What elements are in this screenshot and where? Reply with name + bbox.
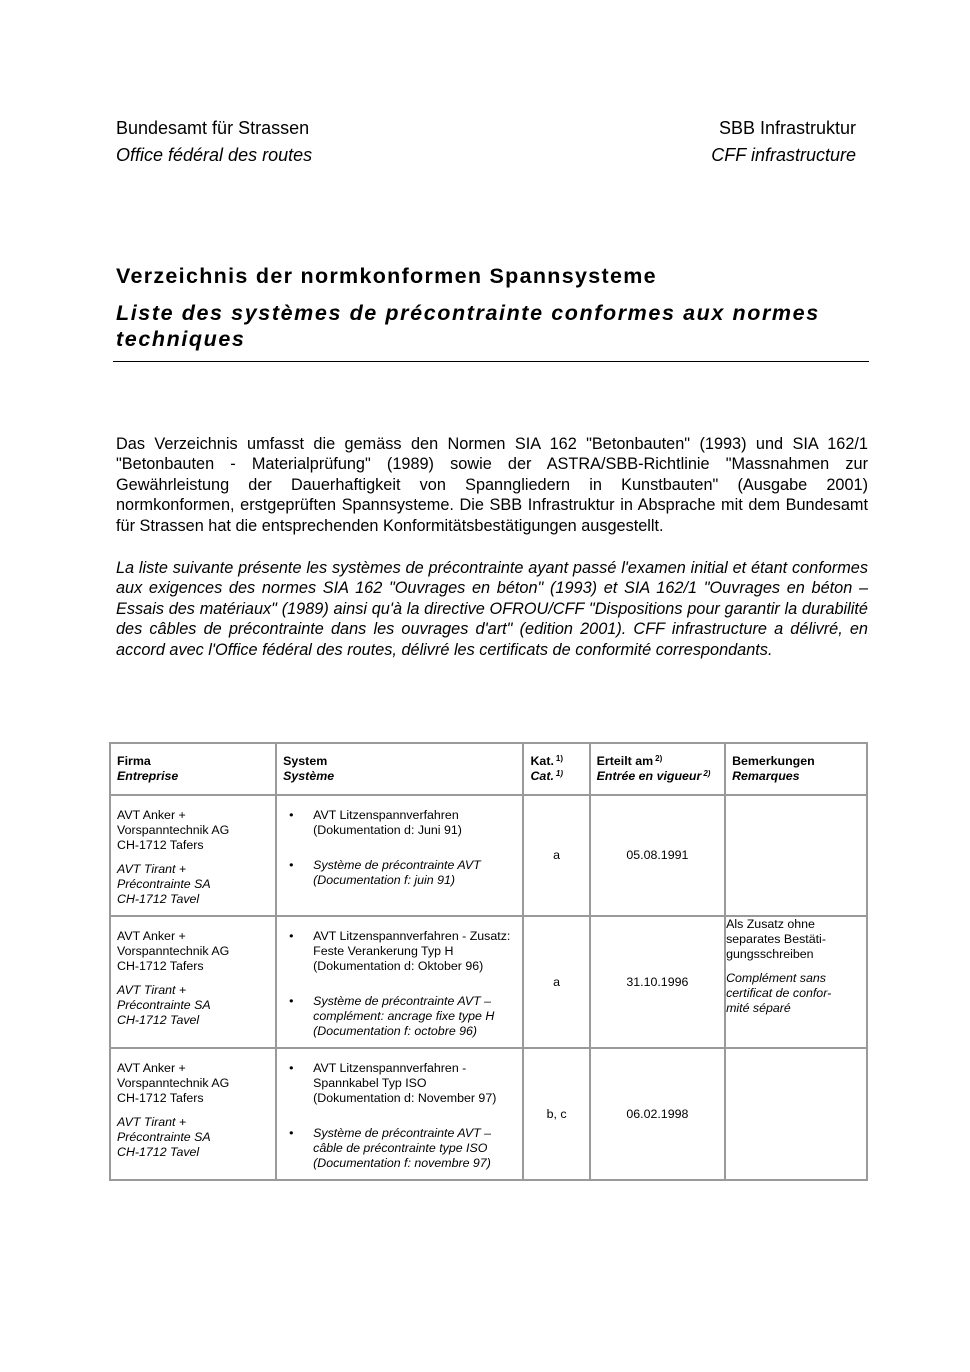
cell-remarks — [725, 1048, 867, 1180]
text-line: Système de précontrainte AVT – — [313, 994, 492, 1008]
header-system: System Système — [276, 743, 523, 795]
intro-paragraph-de: Das Verzeichnis umfasst die gemäss den Normen SIA 162 "Betonbauten" (1993) und SIA 162/1 "Betonbauten - Materialprüfung" (1989) sowie der ASTRA/SBB-Richtlinie "Massnahmen zur Gewährleistung der Dauerhaftigkeit von Spanngliedern in Kunstbauten" (Ausgabe 2001) normkonformen, erstgeprüften Spannsysteme. Die SBB Infrastruktur in Absprache mit dem Bundesamt für Strassen hat die entsprechenden Konformitätsbestätigungen ausgestellt. — [116, 435, 868, 535]
text-line: Feste Verankerung Typ H — [313, 944, 454, 958]
header-erteilt: Erteilt am $^{2)}$ Entrée en vigueur $^{2)}$ — [590, 743, 725, 795]
header-bemerkungen: Bemerkungen Remarques — [725, 743, 867, 795]
header-right — [711, 115, 856, 169]
cell-remarks — [725, 795, 867, 916]
text-line: Complément sans — [726, 971, 826, 985]
text-line: CH-1712 Tafers — [117, 959, 204, 973]
text-line: AVT Litzenspannverfahren — [313, 808, 459, 822]
authority-name-de: Bundesamt für Strassen — [116, 118, 310, 138]
text-line: certificat de confor- — [726, 986, 832, 1000]
header-left — [116, 115, 312, 169]
text-line: complément: ancrage fixe type H — [313, 1009, 495, 1023]
text-line: Système de précontrainte AVT – — [313, 1126, 492, 1140]
spacer — [117, 1106, 269, 1115]
footnote-ref: 2) — [655, 754, 663, 763]
text-line: AVT Anker + — [117, 929, 186, 943]
text-line: AVT Litzenspannverfahren - Zusatz: — [313, 929, 511, 943]
text-line: Système de précontrainte AVT — [313, 858, 481, 872]
cell-firma — [110, 1048, 276, 1180]
firma-text — [111, 917, 275, 1036]
text-line: (Dokumentation d: Juni 91) — [313, 823, 462, 837]
text-line: Als Zusatz ohne — [726, 917, 815, 931]
text-line: (Documentation f: octobre 96) — [313, 1024, 478, 1038]
text-line: CH-1712 Tafers — [117, 838, 204, 852]
cell-kat: a — [523, 795, 589, 916]
text-line: Spannkabel Typ ISO — [313, 1076, 427, 1090]
text-line: AVT Tirant + — [117, 1115, 187, 1129]
bullet-icon: • — [289, 994, 294, 1008]
text-line: gungsschreiben — [726, 947, 814, 961]
list-item — [283, 808, 516, 838]
title-divider — [113, 361, 869, 362]
text-line: Précontrainte SA — [117, 998, 211, 1012]
footnote-ref: 1) — [555, 754, 564, 763]
bullet-icon: • — [289, 858, 294, 872]
text-line: CH-1712 Tavel — [117, 1013, 200, 1027]
authority-name-fr: Office fédéral des routes — [116, 145, 313, 165]
bullet-icon: • — [289, 1061, 294, 1075]
text-line: AVT Litzenspannverfahren - — [313, 1061, 467, 1075]
spacer — [117, 974, 269, 983]
table-header-row — [110, 743, 867, 795]
cell-system — [276, 916, 523, 1048]
text-line: (Dokumentation d: November 97) — [313, 1091, 497, 1105]
text-line: (Dokumentation d: Oktober 96) — [313, 959, 484, 973]
text-line: (Documentation f: novembre 97) — [313, 1156, 491, 1170]
list-item — [283, 1061, 516, 1106]
cell-kat: a — [523, 916, 589, 1048]
firma-text — [111, 1049, 275, 1168]
text-line: AVT Anker + — [117, 808, 186, 822]
title-de: Verzeichnis der normkonformen Spannsysteme — [116, 264, 657, 288]
cell-date: 31.10.1996 — [590, 916, 725, 1048]
cell-system — [276, 795, 523, 916]
text-line: mité séparé — [726, 1001, 791, 1015]
text-line: AVT Tirant + — [117, 983, 187, 997]
cell-date: 05.08.1991 — [590, 795, 725, 916]
intro-paragraph-fr: La liste suivante présente les systèmes de précontrainte ayant passé l'examen initial et étant conformes aux exigences des normes SIA 162 "Ouvrages en béton" (1993) et SIA 162/1 "Ouvrages en béton – Essais des matériaux" (1989) ainsi qu'à la directive OFROU/CFF "Dispositions pour garantir la durabilité des câbles de précontrainte dans les ouvrages d'art" (edition 2001). CFF infrastructure a délivré, en accord avec l'Office fédéral des routes, délivré les certificats de conformité correspondants. — [116, 559, 868, 659]
spacer — [726, 962, 866, 971]
header-firma: Firma Entreprise — [110, 743, 276, 795]
infrastructure-name-de: SBB Infrastruktur — [718, 118, 856, 138]
table-row — [110, 916, 867, 1048]
bullet-icon: • — [289, 1126, 294, 1140]
cell-remarks — [725, 916, 867, 1048]
spacer — [117, 853, 269, 862]
system-list — [277, 1049, 522, 1179]
text-line: Vorspanntechnik AG — [117, 1076, 230, 1090]
text-line: AVT Anker + — [117, 1061, 186, 1075]
footnote-ref: 1) — [555, 769, 564, 778]
text-line: Précontrainte SA — [117, 1130, 211, 1144]
system-list — [277, 917, 522, 1047]
list-item — [283, 994, 516, 1039]
bullet-icon: • — [289, 929, 294, 943]
text-line: CH-1712 Tafers — [117, 1091, 204, 1105]
text-line: Précontrainte SA — [117, 877, 211, 891]
cell-date: 06.02.1998 — [590, 1048, 725, 1180]
text-line: Vorspanntechnik AG — [117, 823, 230, 837]
text-line: CH-1712 Tavel — [117, 892, 200, 906]
cell-firma — [110, 795, 276, 916]
systems-table — [109, 742, 868, 1181]
text-line: AVT Tirant + — [117, 862, 187, 876]
system-list — [277, 796, 522, 896]
text-line: (Documentation f: juin 91) — [313, 873, 456, 887]
list-item — [283, 1126, 516, 1171]
title-fr: Liste des systèmes de précontrainte conformes aux normes techniques — [116, 301, 820, 351]
cell-firma — [110, 916, 276, 1048]
cell-kat: b, c — [523, 1048, 589, 1180]
list-item — [283, 929, 516, 974]
text-line: Vorspanntechnik AG — [117, 944, 230, 958]
document-title — [116, 262, 868, 352]
table-body — [110, 795, 867, 1180]
infrastructure-name-fr: CFF infrastructure — [711, 145, 856, 165]
text-line: separates Bestäti- — [726, 932, 826, 946]
footnote-ref: 2) — [703, 769, 711, 778]
header-kat: Kat. $^{1)}$ Cat. $^{1)}$ — [523, 743, 589, 795]
table-row — [110, 1048, 867, 1180]
cell-system — [276, 1048, 523, 1180]
text-line: câble de précontrainte type ISO — [313, 1141, 488, 1155]
list-item — [283, 858, 516, 888]
bullet-icon: • — [289, 808, 294, 822]
text-line: CH-1712 Tavel — [117, 1145, 200, 1159]
table-row — [110, 795, 867, 916]
firma-text — [111, 796, 275, 915]
